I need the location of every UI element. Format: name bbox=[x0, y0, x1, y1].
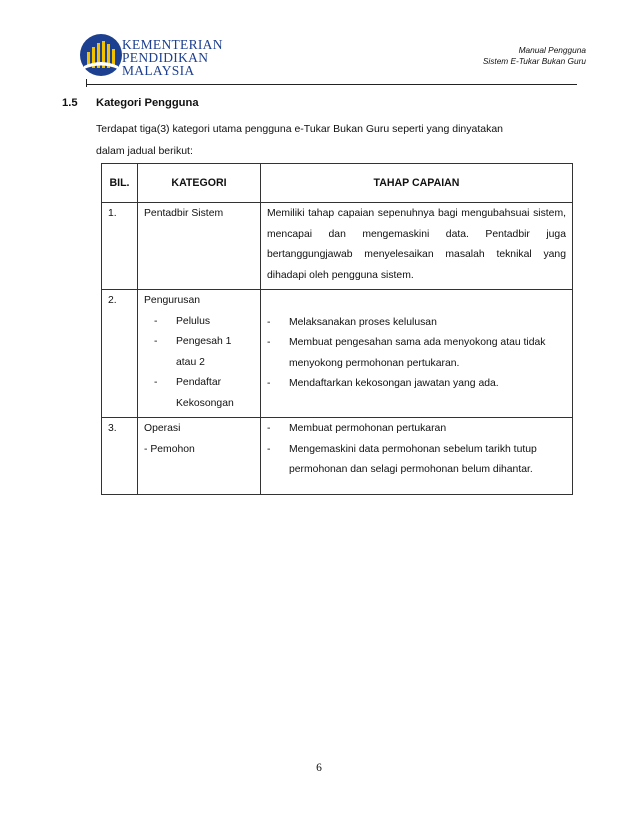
subcategory-item bbox=[144, 373, 254, 414]
table-row bbox=[102, 290, 573, 418]
list-dash: - bbox=[267, 316, 271, 328]
logo-line: KEMENTERIAN bbox=[122, 37, 223, 52]
logo-wordmark bbox=[122, 38, 223, 77]
subcategory-item bbox=[144, 312, 254, 333]
access-item bbox=[267, 419, 566, 440]
table-row bbox=[102, 418, 573, 495]
table-header-row bbox=[102, 164, 573, 203]
list-dash: - bbox=[154, 377, 158, 388]
intro-line: Terdapat tiga(3) kategori utama pengguna e-Tukar Bukan Guru seperti yang dinyatakan bbox=[96, 123, 504, 135]
row-access bbox=[261, 418, 573, 495]
category-title: Operasi bbox=[144, 423, 181, 434]
subcategory-text: Pengesah 1 atau 2 bbox=[176, 336, 232, 368]
section-title: Kategori Pengguna bbox=[96, 97, 199, 109]
row-number: 2. bbox=[102, 290, 138, 418]
access-text: Mendaftarkan kekosongan jawatan yang ada. bbox=[289, 378, 499, 389]
doc-title: Manual Pengguna bbox=[518, 45, 586, 55]
list-dash: - bbox=[267, 423, 271, 434]
logo-line: MALAYSIA bbox=[122, 63, 195, 78]
ministry-emblem-icon bbox=[78, 32, 124, 78]
row-number: 1. bbox=[102, 203, 138, 290]
row-category bbox=[138, 418, 261, 495]
subcategory-item bbox=[144, 332, 254, 373]
row-access bbox=[261, 290, 573, 418]
row-category: Pentadbir Sistem bbox=[138, 203, 261, 290]
logo-line: PENDIDIKAN bbox=[122, 50, 209, 65]
list-dash: - bbox=[154, 315, 158, 327]
section-heading bbox=[62, 97, 199, 109]
intro-line: dalam jadual berikut: bbox=[96, 145, 193, 157]
header-rule-tick bbox=[86, 79, 87, 87]
list-dash: - bbox=[267, 337, 271, 348]
subcategory-text: Pelulus bbox=[176, 315, 211, 327]
list-dash: - bbox=[267, 378, 271, 389]
access-item bbox=[267, 333, 566, 374]
document-header bbox=[483, 45, 586, 67]
category-title: Pengurusan bbox=[144, 295, 201, 306]
access-text: Melaksanakan proses kelulusan bbox=[289, 316, 437, 328]
table-row bbox=[102, 203, 573, 290]
section-number: 1.5 bbox=[62, 97, 78, 109]
access-text: Membuat pengesahan sama ada menyokong atau tidak menyokong permohonan pertukaran. bbox=[289, 337, 546, 369]
header-tahap-capaian: TAHAP CAPAIAN bbox=[261, 164, 573, 203]
row-access: Memiliki tahap capaian sepenuhnya bagi mengubahsuai sistem, mencapai dan mengemaskini data. Pentadbir juga bertanggungjawab menyelesaikan masalah teknikal yang dihadapi oleh pengguna sistem. bbox=[261, 203, 573, 290]
subcategory-text: - Pemohon bbox=[144, 443, 195, 455]
row-number: 3. bbox=[102, 418, 138, 495]
list-dash: - bbox=[154, 336, 158, 347]
header-bil: BIL. bbox=[102, 164, 138, 203]
header-rule bbox=[86, 84, 577, 85]
user-category-table bbox=[101, 163, 573, 495]
page-number: 6 bbox=[316, 762, 322, 774]
access-text: Mengemaskini data permohonan sebelum tarikh tutup permohonan dan selagi permohonan belum dihantar. bbox=[289, 443, 537, 475]
access-item bbox=[267, 440, 566, 481]
header-kategori: KATEGORI bbox=[138, 164, 261, 203]
section-intro bbox=[96, 118, 556, 162]
access-item bbox=[267, 313, 566, 334]
subcategory-text: Pendaftar Kekosongan bbox=[176, 377, 234, 409]
doc-subtitle: Sistem E-Tukar Bukan Guru bbox=[482, 56, 586, 66]
ministry-logo bbox=[78, 32, 238, 84]
access-text: Membuat permohonan pertukaran bbox=[289, 423, 447, 434]
access-item bbox=[267, 374, 566, 395]
row-category bbox=[138, 290, 261, 418]
list-dash: - bbox=[267, 443, 271, 455]
